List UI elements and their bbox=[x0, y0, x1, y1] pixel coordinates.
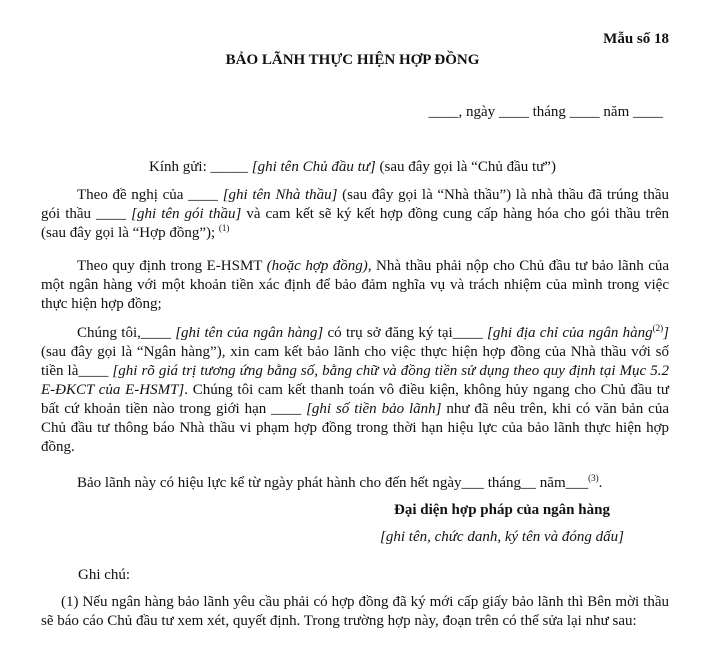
placeholder-guarantee-amount: [ghi số tiền bảo lãnh] bbox=[306, 401, 442, 417]
form-number: Mẫu số 18 bbox=[603, 31, 669, 47]
footnote-ref-2: (2) bbox=[652, 323, 664, 333]
paragraph-request bbox=[41, 186, 669, 243]
recipient-placeholder: [ghi tên Chủ đầu tư] bbox=[251, 159, 376, 175]
text-run: Theo quy định trong E-HSMT bbox=[77, 258, 267, 274]
footnote-ref-3: (3) bbox=[588, 473, 599, 483]
text-run: như đã nêu trên, khi có văn bản của Chủ đầu tư thông báo Nhà thầu vi phạm hợp đồng trong thời hạn hiệu lực của bảo lãnh thực hiện hợp đồng. bbox=[41, 401, 669, 455]
text-run: (sau đây gọi là “Nhà thầu”) là nhà thầu đã trúng thầu gói thầu ____ bbox=[41, 187, 669, 222]
text-run: Bảo lãnh này có hiệu lực kể từ ngày phát hành cho đến hết ngày___ tháng__ năm___ bbox=[77, 475, 589, 491]
signature-title: Đại diện hợp pháp của ngân hàng bbox=[394, 502, 610, 518]
recipient-line bbox=[0, 159, 705, 176]
signature-note: [ghi tên, chức danh, ký tên và đóng dấu] bbox=[380, 529, 624, 545]
recipient-prefix: Kính gửi: _____ bbox=[149, 159, 252, 175]
text-run: Theo đề nghị của ____ bbox=[77, 187, 223, 203]
text-run: . Chúng tôi cam kết thanh toán vô điều kiện, không hủy ngang cho Chủ đầu tư bất cứ khoản tiền nào trong giới hạn ____ bbox=[41, 382, 669, 417]
text-run: và cam kết sẽ ký kết hợp đồng cung cấp hàng hóa cho gói thầu trên (sau đây gọi là “Hợp đồng”); bbox=[41, 206, 669, 241]
recipient-suffix: (sau đây gọi là “Chủ đầu tư”) bbox=[375, 159, 556, 175]
date-line: ____, ngày ____ tháng ____ năm ____ bbox=[428, 104, 663, 120]
text-run: có trụ sở đăng ký tại____ bbox=[323, 325, 488, 341]
text-run: . bbox=[598, 475, 603, 491]
placeholder-bank-name: [ghi tên của ngân hàng] bbox=[175, 325, 324, 341]
placeholder-bank-address: [ghi địa chỉ của ngân hàng bbox=[487, 325, 653, 341]
paragraph-bank-commitment bbox=[41, 324, 669, 457]
placeholder-amount: [ghi rõ giá trị tương ứng bằng số, bằng chữ và đồng tiền sử dụng theo quy định tại Mục 5.2 E-ĐKCT của E-HSMT] bbox=[41, 363, 669, 398]
text-run: , Nhà thầu phải nộp cho Chủ đầu tư bảo lãnh của một ngân hàng với một khoản tiền xác định để bảo đảm nghĩa vụ và trách nhiệm của mình trong việc thực hiện hợp đồng; bbox=[41, 258, 670, 312]
placeholder-bracket: ] bbox=[663, 325, 669, 341]
placeholder-contractor: [ghi tên Nhà thầu] bbox=[222, 187, 338, 203]
footnote-ref-1: (1) bbox=[218, 223, 230, 233]
italic-note: (hoặc hợp đồng) bbox=[266, 258, 368, 274]
notes-label: Ghi chú: bbox=[78, 567, 131, 583]
text-run: (sau đây gọi là “Ngân hàng”), xin cam kết bảo lãnh cho việc thực hiện hợp đồng của Nhà thầu với số tiền là____ bbox=[41, 344, 669, 379]
placeholder-package: [ghi tên gói thầu] bbox=[131, 206, 242, 222]
paragraph-regulation bbox=[41, 257, 669, 314]
note-1: (1) Nếu ngân hàng bảo lãnh yêu cầu phải có hợp đồng đã ký mới cấp giấy bảo lãnh thì Bên mời thầu sẽ báo cáo Chủ đầu tư xem xét, quyết định. Trong trường hợp này, đoạn trên có thể sửa lại như sau: bbox=[41, 594, 669, 629]
text-run: Chúng tôi,____ bbox=[77, 325, 176, 341]
paragraph-validity bbox=[41, 474, 669, 493]
document-title: BẢO LÃNH THỰC HIỆN HỢP ĐỒNG bbox=[225, 52, 480, 68]
